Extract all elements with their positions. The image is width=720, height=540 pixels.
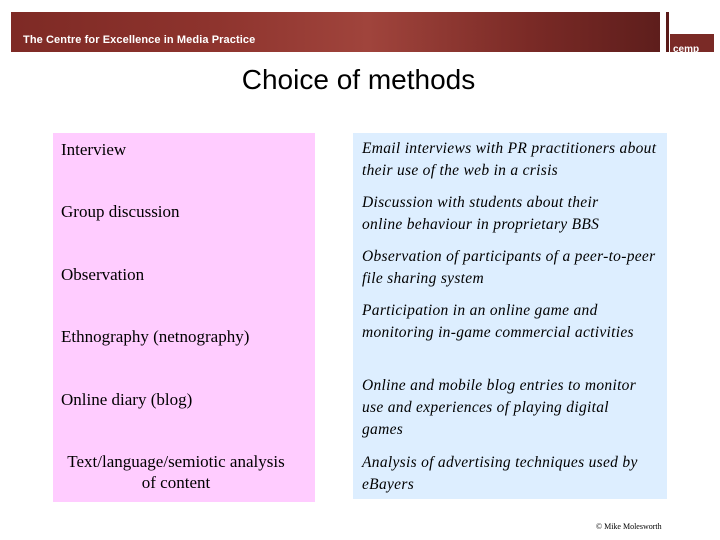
banner-title: The Centre for Excellence in Media Practice [23,34,256,46]
description-text-analysis: Analysis of advertising techniques used by eBayers [362,454,638,493]
method-online-diary: Online diary (blog) [61,390,193,409]
method-group-discussion: Group discussion [61,202,180,221]
logo-bar [666,12,669,52]
description-observation: Observation of participants of a peer-to-peer file sharing system [362,248,656,287]
logo-text: cemp [673,44,700,55]
method-observation: Observation [61,265,145,284]
description-online-diary: Online and mobile blog entries to monitor use and experiences of playing digital games [362,377,637,438]
slide-title: Choice of methods [241,64,476,95]
method-text-analysis: Text/language/semiotic analysis of content [67,452,285,492]
header-banner [11,12,660,52]
copyright-notice: © Mike Molesworth [596,522,662,531]
description-interview: Email interviews with PR practitioners about their use of the web in a crisis [362,140,657,179]
method-interview: Interview [61,140,127,159]
description-ethnography: Participation in an online game and monitoring in-game commercial activities [362,302,634,341]
cemp-logo [664,12,714,55]
description-group-discussion: Discussion with students about their online behaviour in proprietary BBS [362,194,600,233]
method-ethnography: Ethnography (netnography) [61,327,250,346]
methods-column [53,133,315,502]
